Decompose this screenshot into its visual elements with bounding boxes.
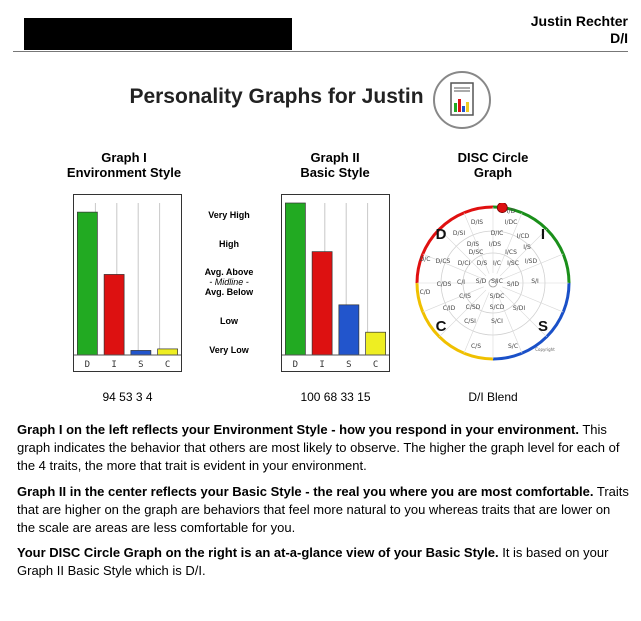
graph1-tick-c: C <box>164 360 171 370</box>
graph1-chart <box>74 195 181 371</box>
circle-cell: C/SD <box>465 304 481 311</box>
circle-cell: D/CS <box>435 258 451 265</box>
redacted-name-bar <box>24 18 292 50</box>
paragraph-circle-text: It is based on your Graph II Basic Style which is D/I. <box>17 545 609 578</box>
graph1-tick-s: S <box>138 360 144 370</box>
circle-cell: C/IS <box>459 293 471 300</box>
paragraph-graph1 <box>17 421 629 475</box>
level-avg-above: Avg. Above <box>204 267 254 277</box>
paragraph-graph2 <box>17 483 629 537</box>
circle-cell: I/D <box>506 208 516 215</box>
circle-cell: C/S <box>470 343 482 350</box>
paragraph-graph2-text: Traits that are higher on the graph are behaviors that feel more natural to you whereas traits that are lower on the scale are areas are less comfortable for you. <box>17 484 629 535</box>
graph1-bar-i <box>104 274 124 355</box>
circle-cell: I/S <box>523 244 531 251</box>
graph2-title-line1: Graph II <box>310 150 360 165</box>
graph1-title-line1: Graph I <box>101 150 147 165</box>
circle-cell: D/C <box>419 256 431 263</box>
graph2-bar-s <box>339 305 359 355</box>
graph2-tick-i: I <box>319 360 325 370</box>
circle-cell: D/IC <box>490 230 504 237</box>
circle-quadrant-c: C <box>435 318 447 335</box>
graph1-frame <box>73 194 182 372</box>
circle-cell: S/CD <box>489 304 505 311</box>
level-very-low: Very Low <box>209 345 249 355</box>
paragraph-circle-bold: Your DISC Circle Graph on the right is an at-a-glance view of your Basic Style. <box>17 545 499 560</box>
circle-cell: D/IS <box>470 219 484 226</box>
graph2-bar-d <box>285 203 305 355</box>
level-avg-below: Avg. Below <box>204 287 254 297</box>
circle-cell: C/D <box>419 289 431 296</box>
circle-cell: C/I <box>457 279 465 286</box>
circle-cell: I/SC <box>507 260 519 267</box>
level-high: High <box>219 239 239 249</box>
graph1-tick-d: D <box>84 360 91 370</box>
circle-cell: I/SD <box>524 258 538 265</box>
circle-quadrant-s: S <box>537 318 549 335</box>
circle-cell: S/I <box>531 278 539 285</box>
circle-title <box>433 150 553 180</box>
circle-cell: C/SI <box>464 318 476 325</box>
graph2-title-line2: Basic Style <box>300 165 370 180</box>
circle-cell: C/ID <box>442 305 456 312</box>
circle-title-line1: DISC Circle <box>457 150 529 165</box>
level-low: Low <box>220 316 238 326</box>
page-title: Personality Graphs for Justin <box>129 85 424 108</box>
paragraph-graph1-bold: Graph I on the left reflects your Environment Style - how you respond in your environment. <box>17 422 579 437</box>
circle-cell: S/CI <box>491 318 503 325</box>
circle-cell: I/DC <box>504 219 518 226</box>
circle-cell: D/SI <box>452 230 466 237</box>
paragraph-graph2-bold: Graph II in the center reflects your Basic Style - the real you where you are most comfortable. <box>17 484 594 499</box>
header-style-code: D/I <box>610 30 628 46</box>
circle-cell: S/ID <box>506 281 520 288</box>
graph2-bar-c <box>366 332 386 355</box>
graph2-frame <box>281 194 390 372</box>
graph2-tick-d: D <box>292 360 299 370</box>
circle-cell: S/IC <box>491 278 503 285</box>
paragraph-graph1-text: This graph indicates the behavior that others are most likely to observe. The higher the graph level for each of the 4 traits, the more that trait is evident in your environment. <box>17 422 620 473</box>
level-midline: - Midline - <box>209 277 249 287</box>
circle-cell: D/CI <box>457 260 471 267</box>
graph2-bar-i <box>312 252 332 355</box>
level-very-high: Very High <box>208 210 250 220</box>
graph1-scores: 94 53 3 4 <box>102 390 153 404</box>
graph2-tick-c: C <box>372 360 379 370</box>
circle-cell: S/DC <box>489 293 505 300</box>
graph1-bar-s <box>131 350 151 355</box>
graph1-tick-i: I <box>111 360 117 370</box>
circle-cell: D/SC <box>468 249 484 256</box>
report-chart-icon <box>433 71 491 129</box>
header-name: Justin Rechter <box>530 13 628 29</box>
graph2-tick-s: S <box>346 360 352 370</box>
graph1-bar-d <box>77 212 97 355</box>
circle-cell: I/C <box>493 260 501 267</box>
graph1-title-line2: Environment Style <box>66 165 182 180</box>
circle-cell: C/DS <box>436 281 452 288</box>
header-divider <box>13 51 628 52</box>
circle-position-marker <box>497 203 507 213</box>
graph2-title <box>275 150 395 180</box>
circle-quadrant-i: I <box>540 226 546 243</box>
circle-copyright: Copyright <box>535 347 555 352</box>
circle-cell: I/DS <box>488 241 502 248</box>
paragraph-circle <box>17 544 629 580</box>
graph2-scores: 100 68 33 15 <box>300 390 371 404</box>
circle-cell: I/CD <box>516 233 530 240</box>
circle-cell: S/C <box>507 343 519 350</box>
graph1-bar-c <box>158 349 178 355</box>
graph2-chart <box>282 195 389 371</box>
circle-title-line2: Graph <box>473 165 513 180</box>
circle-cell: I/CS <box>505 249 517 256</box>
circle-cell: S/DI <box>512 305 526 312</box>
circle-cell: D/IS <box>466 241 480 248</box>
blend-label: D/I Blend <box>468 390 518 404</box>
circle-cell: D/S <box>476 260 488 267</box>
circle-cell: S/D <box>475 278 487 285</box>
graph1-title <box>64 150 184 180</box>
disc-circle <box>413 203 573 368</box>
circle-quadrant-d: D <box>435 226 447 243</box>
